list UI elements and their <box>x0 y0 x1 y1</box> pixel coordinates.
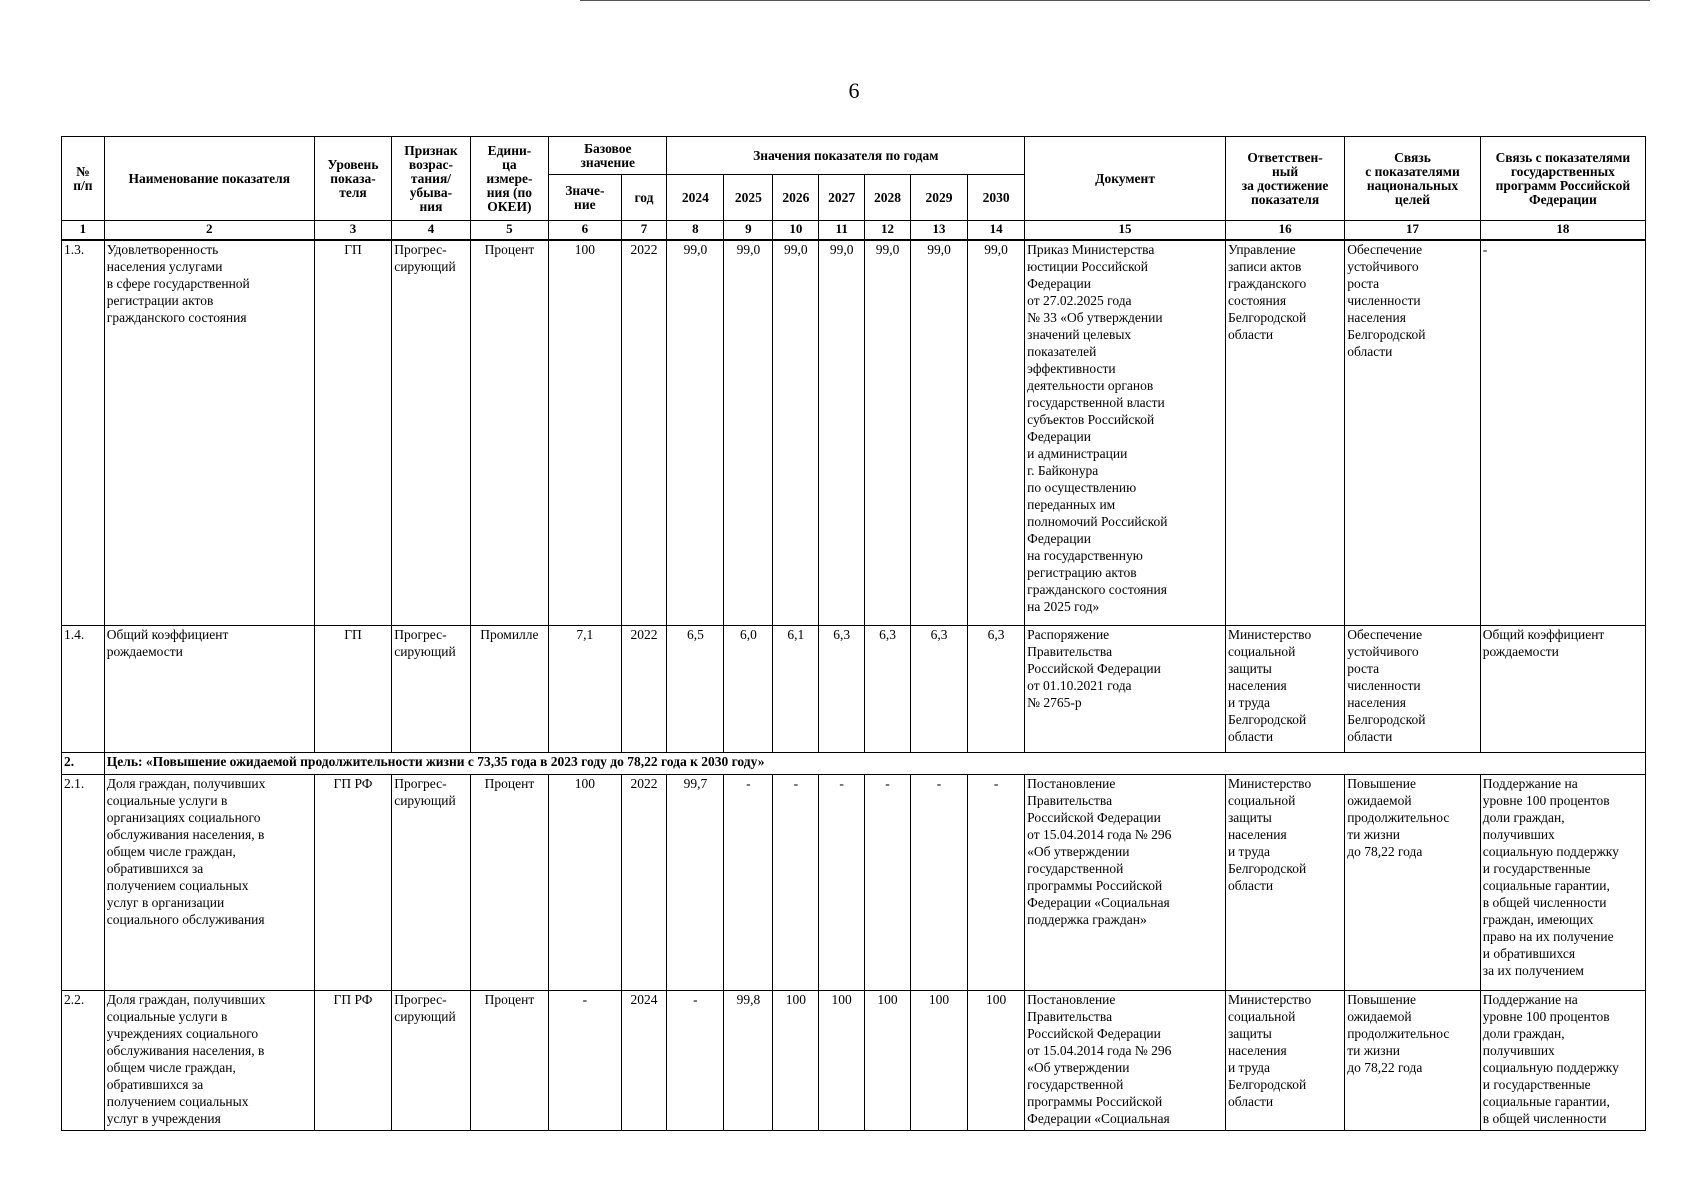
year-value: 100 <box>819 990 865 1130</box>
header-responsible: Ответствен- ный за достижение показателя <box>1225 137 1344 221</box>
indicator-trend: Прогрес- сирующий <box>392 990 470 1130</box>
row-number: 2.2. <box>62 990 105 1130</box>
national-goal-cell: Повышение ожидаемой продолжительнос ти жизни до 78,22 года <box>1345 990 1481 1130</box>
base-value: - <box>549 990 621 1130</box>
column-number: 13 <box>910 221 967 241</box>
year-value: - <box>819 774 865 990</box>
document-cell: Приказ Министерства юстиции Российской Федерации от 27.02.2025 года № 33 «Об утверждении значений целевых показателей эффективности деятельности органов государственной власти субъектов Российской Федерации и администрации г. Байконура по осуществлению переданных им полномочий Российской Федерации на государственную регистрацию актов гражданского состояния на 2025 год» <box>1025 240 1226 625</box>
header-num: № п/п <box>62 137 105 221</box>
column-number: 4 <box>392 221 470 241</box>
base-value: 100 <box>549 774 621 990</box>
year-value: - <box>667 990 724 1130</box>
column-number: 15 <box>1025 221 1226 241</box>
header-year: 2028 <box>865 175 911 221</box>
year-value: 100 <box>910 990 967 1130</box>
year-value: 99,7 <box>667 774 724 990</box>
header-level: Уровень показа- теля <box>314 137 391 221</box>
responsible-cell: Министерство социальной защиты населения и труда Белгородской области <box>1225 774 1344 990</box>
base-value: 100 <box>549 240 621 625</box>
column-number: 6 <box>549 221 621 241</box>
indicator-unit: Процент <box>470 990 548 1130</box>
header-year: 2030 <box>968 175 1025 221</box>
responsible-cell: Министерство социальной защиты населения и труда Белгородской области <box>1225 625 1344 752</box>
document-cell: Распоряжение Правительства Российской Федерации от 01.10.2021 года № 2765-р <box>1025 625 1226 752</box>
base-year: 2022 <box>621 774 667 990</box>
year-value: - <box>865 774 911 990</box>
indicator-trend: Прогрес- сирующий <box>392 774 470 990</box>
column-number: 5 <box>470 221 548 241</box>
year-value: 6,0 <box>724 625 773 752</box>
row-number: 2.1. <box>62 774 105 990</box>
header-unit: Едини- ца измере- ния (по ОКЕИ) <box>470 137 548 221</box>
column-number: 8 <box>667 221 724 241</box>
year-value: 100 <box>968 990 1025 1130</box>
national-goal-cell: Обеспечение устойчивого роста численности населения Белгородской области <box>1345 240 1481 625</box>
responsible-cell: Управление записи актов гражданского состояния Белгородской области <box>1225 240 1344 625</box>
indicator-level: ГП РФ <box>314 990 391 1130</box>
header-year: 2025 <box>724 175 773 221</box>
column-number: 9 <box>724 221 773 241</box>
year-value: 6,1 <box>773 625 819 752</box>
indicator-level: ГП РФ <box>314 774 391 990</box>
year-value: 99,0 <box>819 240 865 625</box>
column-number: 2 <box>104 221 314 241</box>
year-value: - <box>968 774 1025 990</box>
header-base-value: Значе- ние <box>549 175 621 221</box>
table-row <box>62 240 1646 625</box>
header-trend: Признак возрас- тания/ убыва- ния <box>392 137 470 221</box>
goal-row <box>62 752 1646 774</box>
indicator-level: ГП <box>314 240 391 625</box>
header-years-group: Значения показателя по годам <box>667 137 1025 175</box>
table-row <box>62 625 1646 752</box>
column-numbers-row <box>62 221 1646 241</box>
state-program-cell: Общий коэффициент рождаемости <box>1480 625 1645 752</box>
indicators-table <box>61 136 1646 1131</box>
table-row <box>62 990 1646 1130</box>
column-number: 18 <box>1480 221 1645 241</box>
year-value: - <box>773 774 819 990</box>
column-number: 17 <box>1345 221 1481 241</box>
year-value: 99,0 <box>865 240 911 625</box>
table-row <box>62 774 1646 990</box>
responsible-cell: Министерство социальной защиты населения и труда Белгородской области <box>1225 990 1344 1130</box>
indicator-name: Удовлетворенность населения услугами в сфере государственной регистрации актов гражданского состояния <box>104 240 314 625</box>
state-program-cell: Поддержание на уровне 100 процентов доли граждан, получивших социальную поддержку и государственные социальные гарантии, в общей численности <box>1480 990 1645 1130</box>
year-value: 6,3 <box>819 625 865 752</box>
header-state: Связь с показателями государственных программ Российской Федерации <box>1480 137 1645 221</box>
year-value: 99,8 <box>724 990 773 1130</box>
year-value: 99,0 <box>968 240 1025 625</box>
indicator-level: ГП <box>314 625 391 752</box>
base-year: 2022 <box>621 240 667 625</box>
header-base: Базовое значение <box>549 137 667 175</box>
row-number: 1.4. <box>62 625 105 752</box>
indicator-unit: Процент <box>470 240 548 625</box>
year-value: 6,3 <box>968 625 1025 752</box>
year-value: 6,5 <box>667 625 724 752</box>
indicator-name: Общий коэффициент рождаемости <box>104 625 314 752</box>
column-number: 14 <box>968 221 1025 241</box>
header-year: 2026 <box>773 175 819 221</box>
indicator-unit: Процент <box>470 774 548 990</box>
header-row-1 <box>62 137 1646 175</box>
indicator-name: Доля граждан, получивших социальные услуги в учреждениях социального обслуживания населения, в общем числе граждан, обратившихся за получением социальных услуг в учреждения <box>104 990 314 1130</box>
year-value: - <box>724 774 773 990</box>
year-value: 99,0 <box>773 240 819 625</box>
top-rule <box>580 0 1650 1</box>
year-value: - <box>910 774 967 990</box>
state-program-cell: Поддержание на уровне 100 процентов доли граждан, получивших социальную поддержку и государственные социальные гарантии, в общей численности граждан, имеющих право на их получение и обратившихся за их получением <box>1480 774 1645 990</box>
column-number: 11 <box>819 221 865 241</box>
page-number: 6 <box>848 78 860 103</box>
column-number: 10 <box>773 221 819 241</box>
national-goal-cell: Обеспечение устойчивого роста численности населения Белгородской области <box>1345 625 1481 752</box>
indicator-name: Доля граждан, получивших социальные услуги в организациях социального обслуживания населения, в общем числе граждан, обратившихся за получением социальных услуг в организации социального обслуживания <box>104 774 314 990</box>
header-year: 2029 <box>910 175 967 221</box>
year-value: 100 <box>773 990 819 1130</box>
base-year: 2022 <box>621 625 667 752</box>
column-number: 12 <box>865 221 911 241</box>
base-value: 7,1 <box>549 625 621 752</box>
column-number: 3 <box>314 221 391 241</box>
base-year: 2024 <box>621 990 667 1130</box>
column-number: 7 <box>621 221 667 241</box>
indicator-trend: Прогрес- сирующий <box>392 625 470 752</box>
row-number: 1.3. <box>62 240 105 625</box>
indicator-trend: Прогрес- сирующий <box>392 240 470 625</box>
state-program-cell: - <box>1480 240 1645 625</box>
header-year: 2024 <box>667 175 724 221</box>
national-goal-cell: Повышение ожидаемой продолжительнос ти жизни до 78,22 года <box>1345 774 1481 990</box>
header-document: Документ <box>1025 137 1226 221</box>
goal-text: Цель: «Повышение ожидаемой продолжительности жизни с 73,35 года в 2023 году до 78,22 года к 2030 году» <box>104 752 1645 774</box>
year-value: 99,0 <box>910 240 967 625</box>
header-year: 2027 <box>819 175 865 221</box>
header-name: Наименование показателя <box>104 137 314 221</box>
year-value: 99,0 <box>667 240 724 625</box>
document-cell: Постановление Правительства Российской Федерации от 15.04.2014 года № 296 «Об утверждении государственной программы Российской Федерации «Социальная поддержка граждан» <box>1025 774 1226 990</box>
year-value: 6,3 <box>865 625 911 752</box>
document-cell: Постановление Правительства Российской Федерации от 15.04.2014 года № 296 «Об утверждении государственной программы Российской Федерации «Социальная <box>1025 990 1226 1130</box>
year-value: 6,3 <box>910 625 967 752</box>
column-number: 1 <box>62 221 105 241</box>
goal-number: 2. <box>62 752 105 774</box>
column-number: 16 <box>1225 221 1344 241</box>
header-national: Связь с показателями национальных целей <box>1345 137 1481 221</box>
year-value: 100 <box>865 990 911 1130</box>
year-value: 99,0 <box>724 240 773 625</box>
indicator-unit: Промилле <box>470 625 548 752</box>
header-base-year: год <box>621 175 667 221</box>
